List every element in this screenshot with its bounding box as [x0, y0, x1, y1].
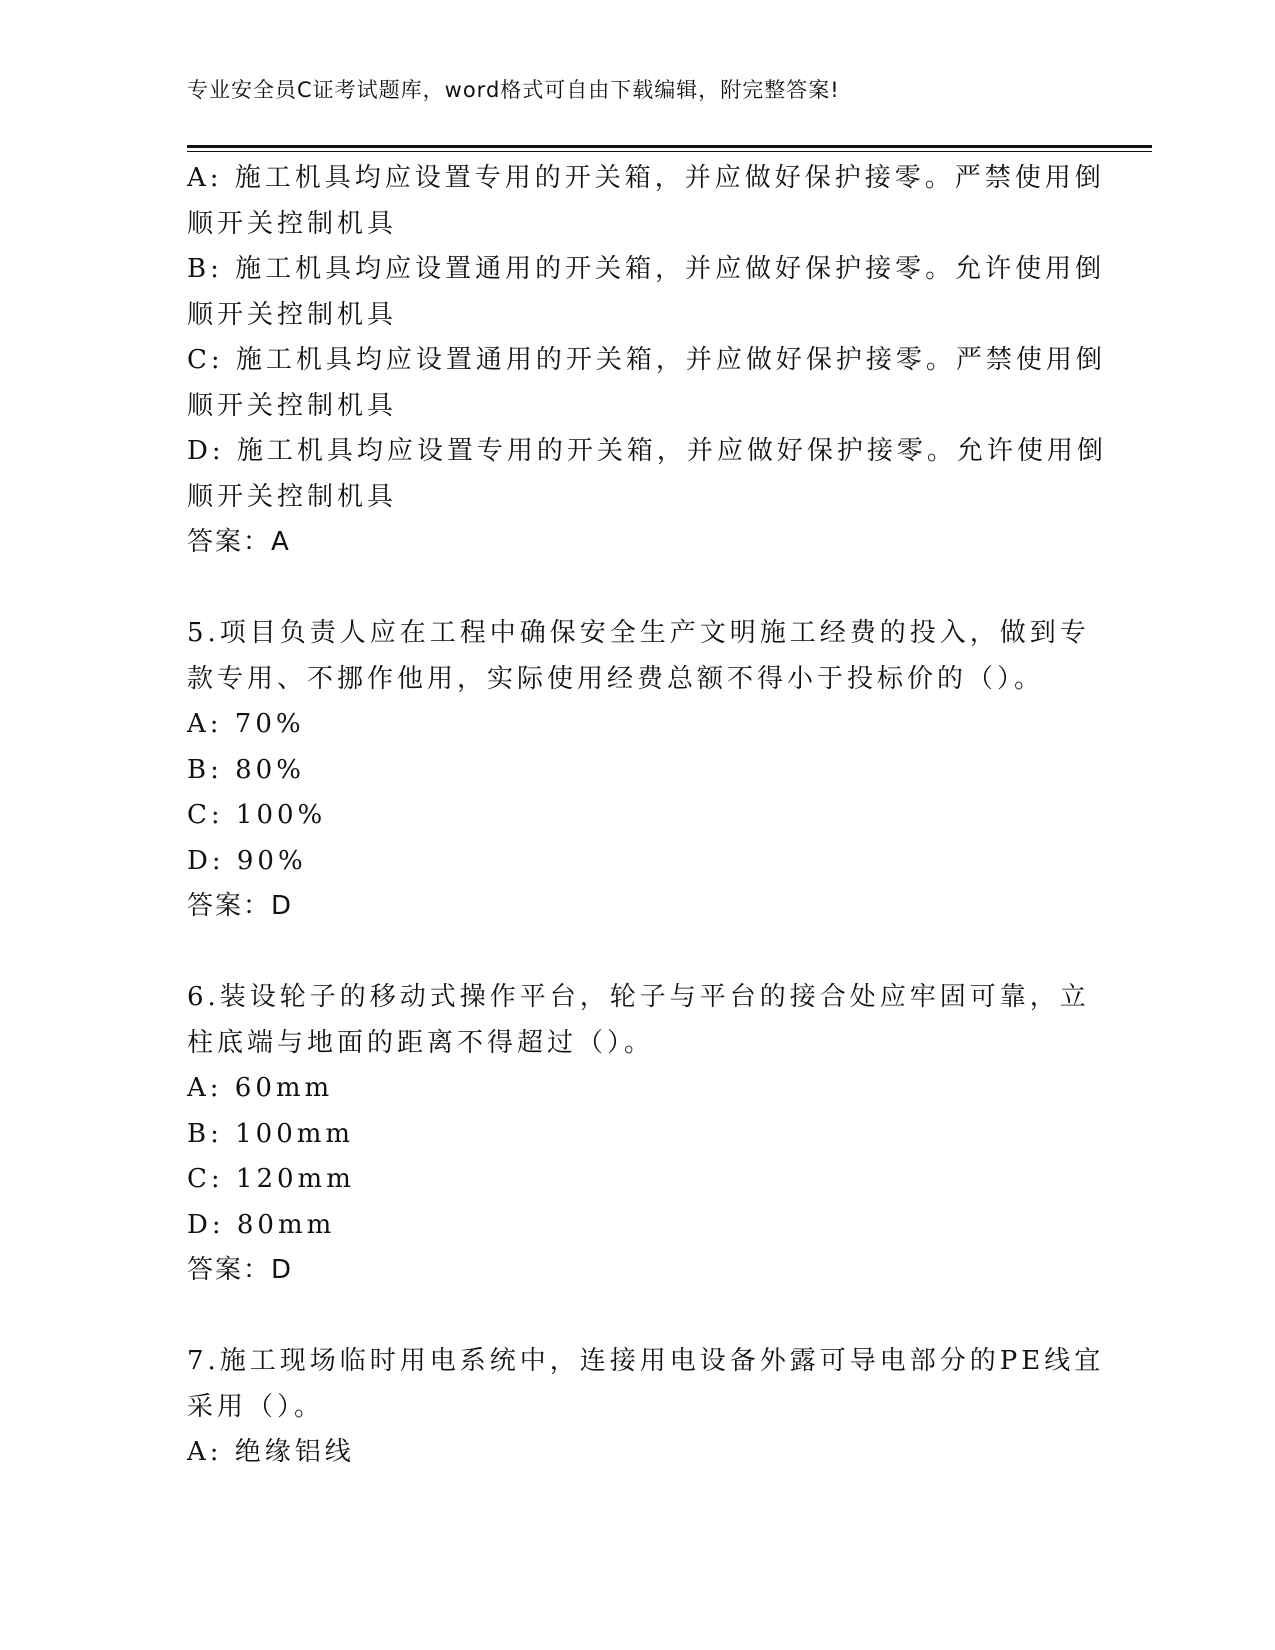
q7-stem-line-2: 采用（）。	[187, 1391, 325, 1422]
question-7	[187, 1339, 1105, 1476]
q4-option-b-cont: 顺开关控制机具	[187, 299, 398, 330]
q6-answer: 答案：D	[187, 1255, 294, 1285]
q5-option-d: D: 90%	[187, 845, 307, 876]
question-5	[187, 611, 1090, 930]
q6-option-a: A: 60mm	[187, 1073, 334, 1103]
q6-option-d: D: 80mm	[187, 1209, 336, 1240]
q4-option-b: B: 施工机具均应设置通用的开关箱，并应做好保护接零。允许使用倒	[187, 254, 1106, 284]
q5-option-c: C: 100%	[187, 800, 327, 830]
q4-option-c-cont: 顺开关控制机具	[187, 390, 398, 421]
header-rule-thin	[187, 151, 1152, 152]
q5-answer: 答案：D	[187, 891, 294, 921]
q4-option-c: C: 施工机具均应设置通用的开关箱，并应做好保护接零。严禁使用倒	[187, 345, 1106, 375]
header-rule-thick	[187, 145, 1152, 148]
document-header: 专业安全员C证考试题库，word格式可自由下载编辑，附完整答案!	[187, 78, 840, 102]
q7-stem-line-1: 7.施工现场临时用电系统中，连接用电设备外露可导电部分的PE线宜	[187, 1346, 1105, 1376]
q4-option-a-cont: 顺开关控制机具	[187, 208, 398, 239]
q6-option-b: B: 100mm	[187, 1118, 355, 1149]
q6-stem-line-2: 柱底端与地面的距离不得超过（）。	[187, 1027, 655, 1058]
q5-stem-line-1: 5.项目负责人应在工程中确保安全生产文明施工经费的投入，做到专	[187, 618, 1090, 648]
q4-option-d-cont: 顺开关控制机具	[187, 481, 398, 512]
q4-option-a: A: 施工机具均应设置专用的开关箱，并应做好保护接零。严禁使用倒	[187, 163, 1105, 193]
q5-option-b: B: 80%	[187, 754, 305, 785]
q5-stem-line-2: 款专用、不挪作他用，实际使用经费总额不得小于投标价的（）。	[187, 663, 1045, 694]
question-4	[187, 156, 1107, 566]
question-6	[187, 975, 1090, 1294]
q6-stem-line-1: 6.装设轮子的移动式操作平台，轮子与平台的接合处应牢固可靠，立	[187, 982, 1090, 1012]
question-list	[187, 156, 1107, 1476]
q6-option-c: C: 120mm	[187, 1164, 355, 1194]
q4-option-d: D: 施工机具均应设置专用的开关箱，并应做好保护接零。允许使用倒	[187, 436, 1107, 466]
q7-option-a: A: 绝缘铝线	[187, 1437, 355, 1467]
q5-option-a: A: 70%	[187, 709, 305, 739]
q4-answer: 答案：A	[187, 527, 291, 557]
